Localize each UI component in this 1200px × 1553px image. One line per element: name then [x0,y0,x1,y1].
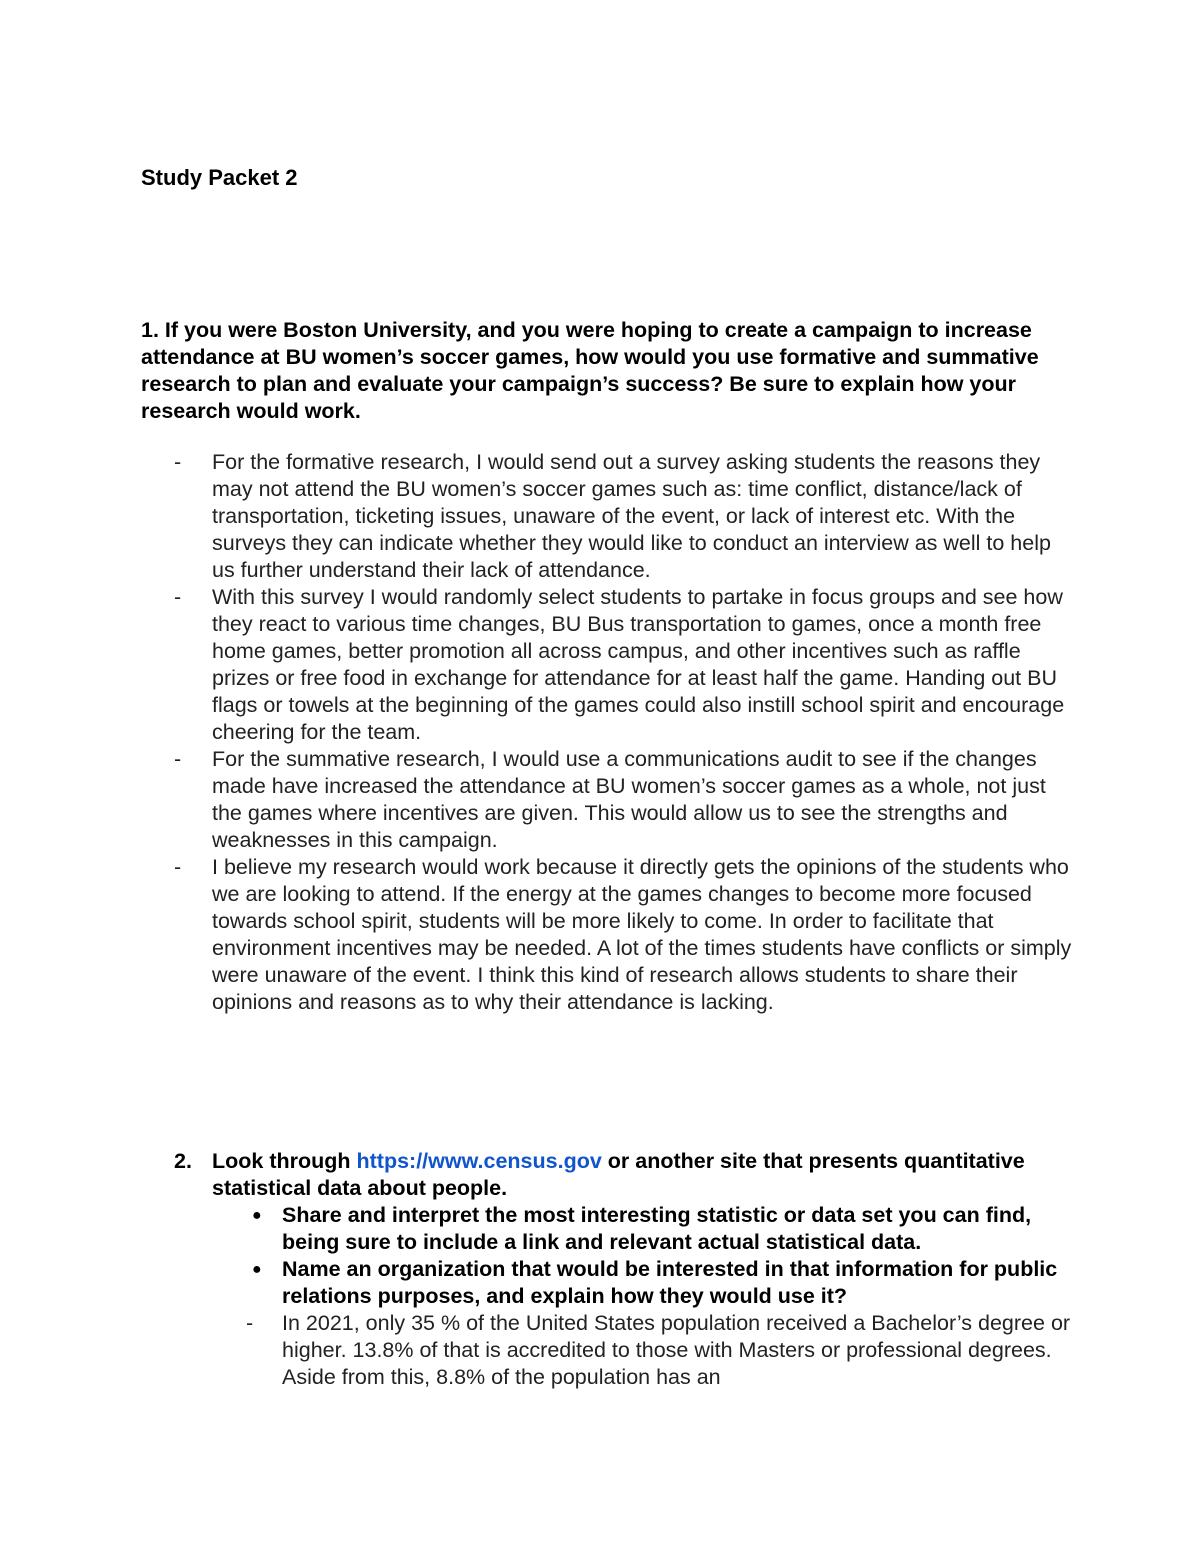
answer-text: With this survey I would randomly select students to partake in focus groups and see how they react to various time changes, BU Bus transportation to games, once a month free home games, better promotion all across campus, and other incentives such as raffle prizes or free food in exchange for attendance for at least half the game. Handing out BU flags or towels at the beginning of the games could also instill school spirit and encourage cheering for the team. [212,585,1065,744]
answer-item [172,854,1072,1016]
question-2-subpoints [212,1202,1074,1310]
answer-item [172,746,1072,854]
question-2-number: 2. [174,1149,192,1173]
answer-item [212,1310,1074,1391]
question-2-text [212,1148,1074,1202]
dash-marker: - [174,450,182,474]
answer-text: For the formative research, I would send out a survey asking students the reasons they may not attend the BU women’s soccer games such as: time conflict, distance/lack of transportation, ticketing issues, unaware of the event, or lack of interest etc. With the surveys they can indicate whether they would like to conduct an interview as well to help us further understand their lack of attendance. [212,450,1051,582]
census-link[interactable]: https://www.census.gov [356,1149,602,1173]
subpoint-text: Name an organization that would be interested in that information for public relations purposes, and explain how they would use it? [282,1257,1058,1308]
question-2-text-before: Look through [212,1149,357,1173]
dash-marker: - [174,747,182,771]
document-title: Study Packet 2 [141,165,298,190]
answer-text: In 2021, only 35 % of the United States population received a Bachelor’s degree or higher. 13.8% of that is accredited to those with Masters or professional degrees. Aside from this, 8.8% of the population has an [282,1311,1071,1389]
question-2-answers [212,1310,1074,1391]
dash-marker: - [174,855,182,879]
bullet-dot-icon: ● [252,1207,262,1224]
question-2-text-after: or another site that presents quantitative statistical data about people. [212,1149,1025,1200]
dash-marker: - [246,1311,254,1335]
bullet-dot-icon: ● [252,1261,262,1278]
subpoint-item [212,1202,1074,1256]
question-1-answers [172,449,1072,1016]
answer-text: I believe my research would work because it directly gets the opinions of the students who we are looking to attend. If the energy at the games changes to become more focused towards school spirit, students will be more likely to come. In order to facilitate that environment incentives may be needed. A lot of the times students have conflicts or simply were unaware of the event. I think this kind of research allows students to share their opinions and reasons as to why their attendance is lacking. [212,855,1072,1014]
dash-marker: - [174,585,182,609]
subpoint-item [212,1256,1074,1310]
answer-text: For the summative research, I would use a communications audit to see if the changes made have increased the attendance at BU women’s soccer games as a whole, not just the games where incentives are given. This would allow us to see the strengths and weaknesses in this campaign. [212,747,1046,852]
answer-item [172,449,1072,584]
subpoint-text: Share and interpret the most interesting statistic or data set you can find, being sure to include a link and relevant actual statistical data. [282,1203,1032,1254]
answer-item [172,584,1072,746]
question-2 [174,1148,1074,1391]
question-1: 1. If you were Boston University, and you were hoping to create a campaign to increase attendance at BU women’s soccer games, how would you use formative and summative research to plan and evaluate your campaign’s success? Be sure to explain how your research would work. [141,318,1039,423]
